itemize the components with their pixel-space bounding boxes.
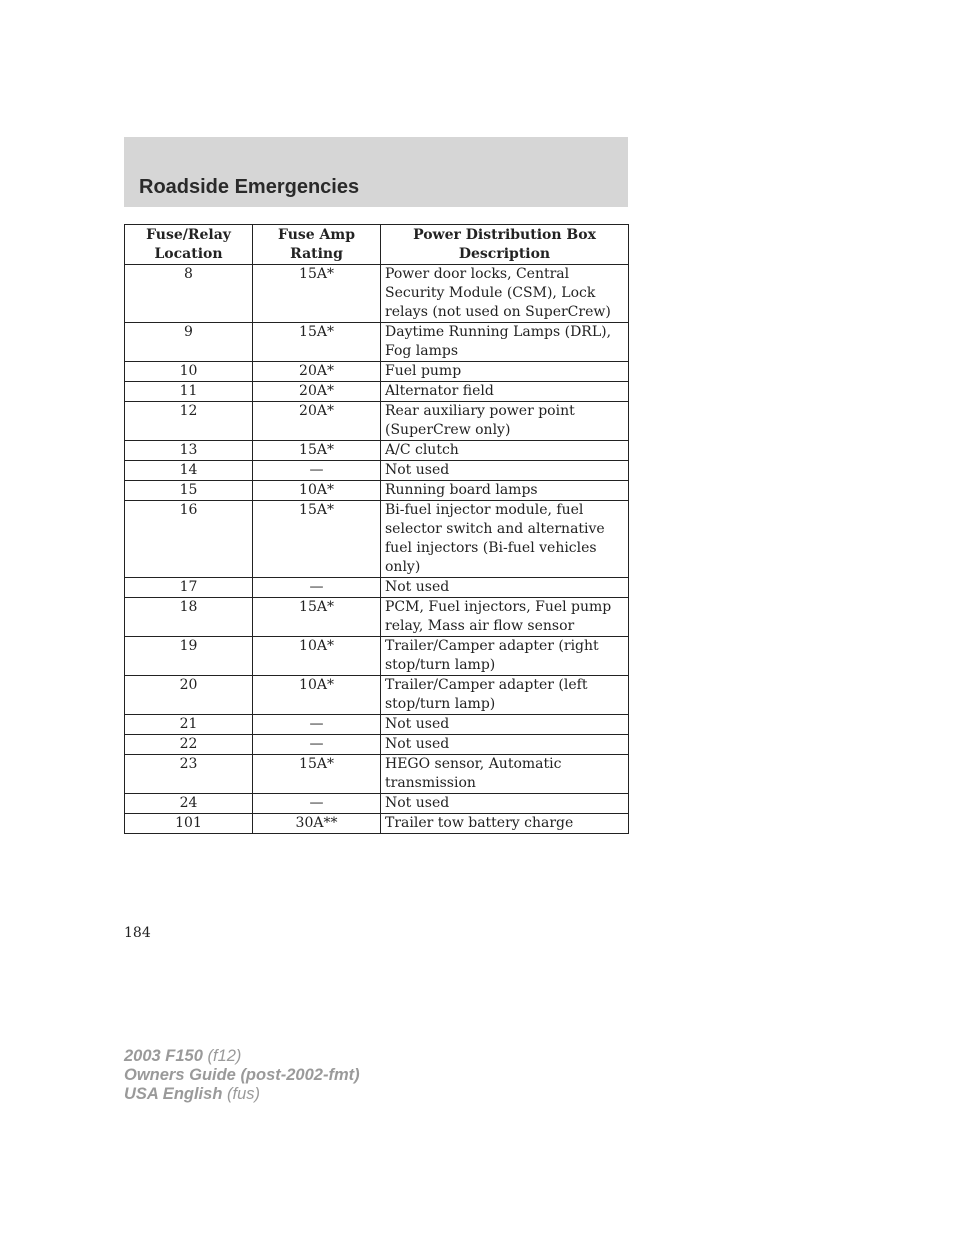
table-row xyxy=(125,362,629,382)
footer-language-code: (fus) xyxy=(227,1085,260,1103)
header-fuse-relay-location: Fuse/Relay Location xyxy=(125,225,253,265)
fuse-amp-cell: — xyxy=(253,461,381,481)
header-description: Power Distribution Box Description xyxy=(381,225,629,265)
table-row xyxy=(125,755,629,794)
fuse-location-cell: 22 xyxy=(125,735,253,755)
fuse-description-cell: Fuel pump xyxy=(381,362,629,382)
table-header-row xyxy=(125,225,629,265)
table-row xyxy=(125,265,629,323)
fuse-location-cell: 16 xyxy=(125,501,253,578)
footer-language: USA English xyxy=(124,1085,223,1103)
page-number: 184 xyxy=(124,925,151,941)
fuse-amp-cell: 20A* xyxy=(253,402,381,441)
fuse-location-cell: 24 xyxy=(125,794,253,814)
fuse-amp-cell: 15A* xyxy=(253,598,381,637)
fuse-amp-cell: 10A* xyxy=(253,637,381,676)
fuse-location-cell: 9 xyxy=(125,323,253,362)
fuse-location-cell: 13 xyxy=(125,441,253,461)
fuse-location-cell: 8 xyxy=(125,265,253,323)
table-row xyxy=(125,814,629,834)
fuse-description-cell: PCM, Fuel injectors, Fuel pump relay, Mass air flow sensor xyxy=(381,598,629,637)
fuse-description-cell: A/C clutch xyxy=(381,441,629,461)
table-row xyxy=(125,382,629,402)
table-row xyxy=(125,402,629,441)
fuse-description-cell: Bi-fuel injector module, fuel selector switch and alternative fuel injectors (Bi-fuel vehicles only) xyxy=(381,501,629,578)
table-row xyxy=(125,794,629,814)
fuse-amp-cell: — xyxy=(253,735,381,755)
fuse-table xyxy=(124,224,629,834)
fuse-description-cell: Not used xyxy=(381,715,629,735)
table-row xyxy=(125,578,629,598)
fuse-amp-cell: 20A* xyxy=(253,362,381,382)
footer-guide: Owners Guide (post-2002-fmt) xyxy=(124,1066,360,1084)
fuse-amp-cell: — xyxy=(253,794,381,814)
fuse-amp-cell: 15A* xyxy=(253,755,381,794)
fuse-location-cell: 19 xyxy=(125,637,253,676)
fuse-amp-cell: 20A* xyxy=(253,382,381,402)
fuse-location-cell: 18 xyxy=(125,598,253,637)
table-row xyxy=(125,441,629,461)
fuse-amp-cell: 15A* xyxy=(253,265,381,323)
fuse-location-cell: 10 xyxy=(125,362,253,382)
fuse-description-cell: Alternator field xyxy=(381,382,629,402)
fuse-description-cell: HEGO sensor, Automatic transmission xyxy=(381,755,629,794)
fuse-description-cell: Daytime Running Lamps (DRL), Fog lamps xyxy=(381,323,629,362)
table-row xyxy=(125,715,629,735)
fuse-description-cell: Trailer/Camper adapter (right stop/turn lamp) xyxy=(381,637,629,676)
section-header xyxy=(124,137,628,207)
footer-model: 2003 F150 xyxy=(124,1047,203,1065)
table-body xyxy=(125,265,629,834)
footer xyxy=(124,1047,360,1104)
fuse-location-cell: 17 xyxy=(125,578,253,598)
header-fuse-amp-rating: Fuse Amp Rating xyxy=(253,225,381,265)
fuse-location-cell: 14 xyxy=(125,461,253,481)
fuse-location-cell: 11 xyxy=(125,382,253,402)
footer-line-language xyxy=(124,1085,360,1104)
footer-model-code: (f12) xyxy=(207,1047,242,1065)
fuse-description-cell: Not used xyxy=(381,794,629,814)
table-row xyxy=(125,501,629,578)
fuse-amp-cell: 15A* xyxy=(253,501,381,578)
table-row xyxy=(125,637,629,676)
fuse-description-cell: Trailer tow battery charge xyxy=(381,814,629,834)
table-row xyxy=(125,735,629,755)
fuse-description-cell: Running board lamps xyxy=(381,481,629,501)
fuse-description-cell: Not used xyxy=(381,735,629,755)
fuse-location-cell: 101 xyxy=(125,814,253,834)
fuse-amp-cell: — xyxy=(253,578,381,598)
section-title: Roadside Emergencies xyxy=(139,176,360,198)
fuse-location-cell: 12 xyxy=(125,402,253,441)
fuse-description-cell: Power door locks, Central Security Module (CSM), Lock relays (not used on SuperCrew) xyxy=(381,265,629,323)
table-row xyxy=(125,598,629,637)
fuse-location-cell: 15 xyxy=(125,481,253,501)
footer-line-guide xyxy=(124,1066,360,1085)
footer-line-model xyxy=(124,1047,360,1066)
fuse-description-cell: Trailer/Camper adapter (left stop/turn lamp) xyxy=(381,676,629,715)
fuse-amp-cell: 15A* xyxy=(253,441,381,461)
fuse-location-cell: 20 xyxy=(125,676,253,715)
fuse-amp-cell: 10A* xyxy=(253,481,381,501)
fuse-location-cell: 21 xyxy=(125,715,253,735)
table-row xyxy=(125,461,629,481)
fuse-amp-cell: 30A** xyxy=(253,814,381,834)
table-row xyxy=(125,676,629,715)
fuse-amp-cell: — xyxy=(253,715,381,735)
fuse-description-cell: Not used xyxy=(381,578,629,598)
fuse-description-cell: Rear auxiliary power point (SuperCrew only) xyxy=(381,402,629,441)
table-row xyxy=(125,481,629,501)
fuse-description-cell: Not used xyxy=(381,461,629,481)
fuse-amp-cell: 15A* xyxy=(253,323,381,362)
fuse-location-cell: 23 xyxy=(125,755,253,794)
fuse-amp-cell: 10A* xyxy=(253,676,381,715)
table-row xyxy=(125,323,629,362)
